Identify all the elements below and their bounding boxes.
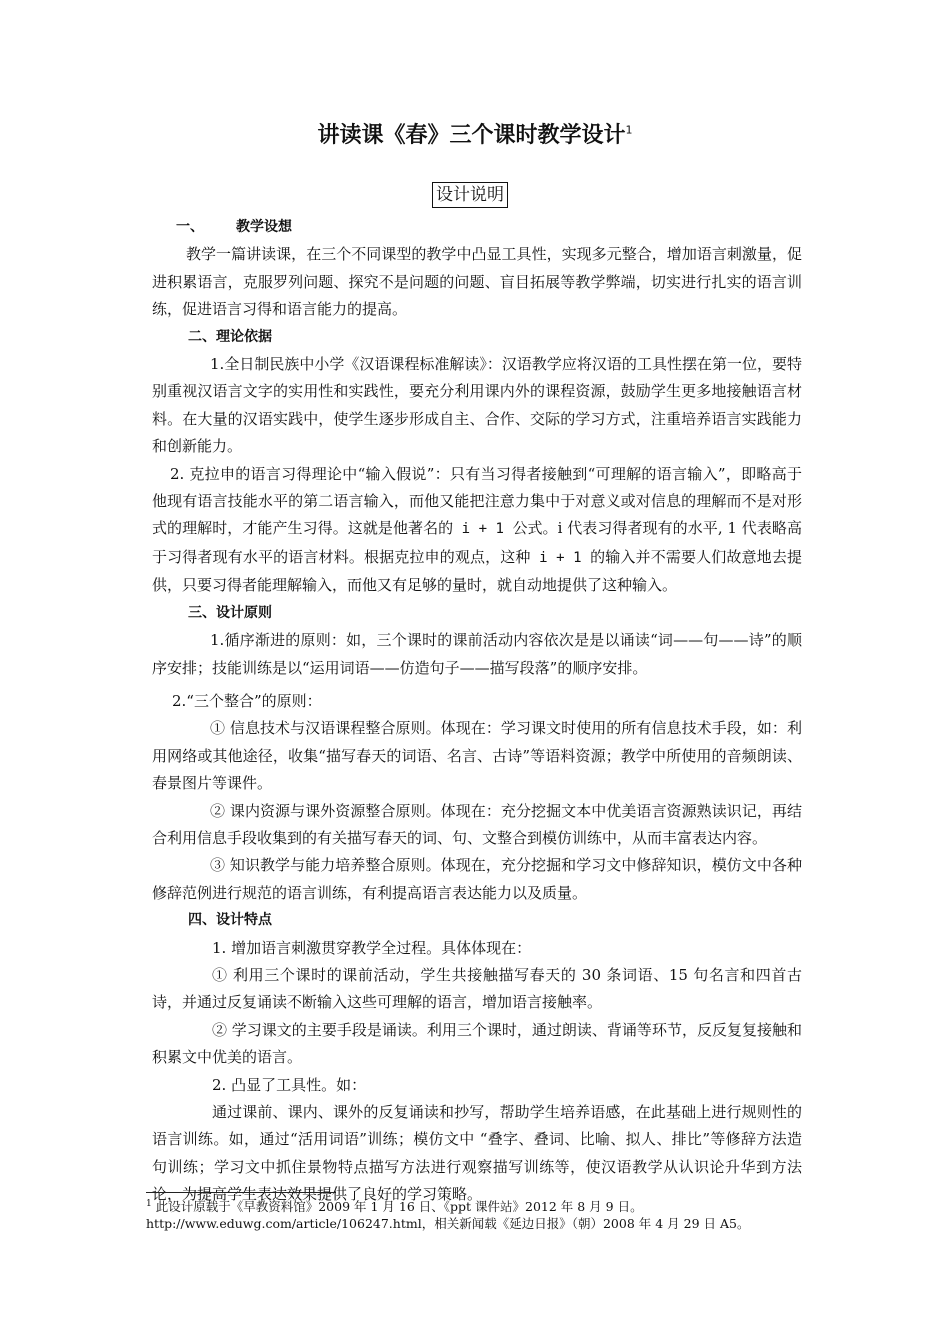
- formula-i-plus-1: i + 1: [453, 521, 513, 538]
- section3-paragraph-4: ② 课内资源与课外资源整合原则。体现在：充分挖掘文本中优美语言资源熟读识记，再结合利用信息手段收集到的有关描写春天的词、句、文整合到模仿训练中，从而丰富表达内容。: [152, 801, 802, 847]
- section2-p2-part-a: 2. 克拉申的语言习得理论中“输入假说”：只有当习得者接触到“可理解的语言输入”，即略高于他现有语言技能水平的第二语言输入，而他又能把注意力集中于对意义或对信息的理解而不是对形式的理解时，才能产生习得。这就是他著名的: [152, 464, 802, 538]
- section1-paragraph: 教学一篇讲读课，在三个不同课型的教学中凸显工具性，实现多元整合，增加语言刺激量，促进积累语言，克服罗列问题、探究不是问题的问题、盲目拓展等教学弊端，切实进行扎实的语言训练，促进语言习得和语言能力的提高。: [152, 245, 802, 319]
- section3-paragraph-5: ③ 知识教学与能力培养整合原则。体现在，充分挖掘和学习文中修辞知识，模仿文中各种修辞范例进行规范的语言训练，有利提高语言表达能力以及质量。: [152, 856, 802, 902]
- title-text: 讲读课《春》三个课时教学设计: [317, 123, 626, 148]
- section4-paragraph-4: 2. 凸显了工具性。如：: [212, 1075, 367, 1094]
- document-title: [0, 118, 950, 149]
- section2-paragraph-2: [152, 461, 802, 600]
- footnote: [146, 1196, 806, 1232]
- section1-title: 教学设想: [236, 219, 292, 235]
- footnote-mark: 1: [146, 1199, 152, 1209]
- formula-i-plus-1-second: i + 1: [530, 549, 591, 566]
- section3-paragraph-1: 1.循序渐进的原则：如，三个课时的课前活动内容依次是是以诵读“词——句——诗”的顺序安排；技能训练是以“运用词语——仿造句子——描写段落”的顺序安排。: [152, 631, 802, 677]
- section3-paragraph-3: ① 信息技术与汉语课程整合原则。体现在：学习课文时使用的所有信息技术手段，如：利用网络或其他途径，收集“描写春天的词语、名言、古诗”等语料资源；教学中所使用的音频朗读、春景图片等课件。: [152, 719, 802, 793]
- design-description-heading: 设计说明: [432, 182, 508, 208]
- section2-paragraph-1: 1.全日制民族中小学《汉语课程标准解读》：汉语教学应将汉语的工具性摆在第一位，要特别重视汉语言文字的实用性和实践性，要充分利用课内外的课程资源，鼓励学生更多地接触语言材料。在大量的汉语实践中，使学生逐步形成自主、合作、交际的学习方式，注重培养语言实践能力和创新能力。: [152, 355, 802, 456]
- section3-paragraph-2: 2.“三个整合”的原则：: [172, 691, 322, 710]
- section2-heading: 二、理论依据: [188, 328, 272, 345]
- footnote-separator: [146, 1192, 336, 1193]
- footnote-text: 此设计原载于《早教资料馆》2009 年 1 月 16 日、《ppt 课件站》2012 年 8 月 9 日。http://www.eduwg.com/article/106247.html，相关新闻载《延边日报》（朝）2008 年 4 月 29 日 A5。: [146, 1199, 750, 1232]
- section2-p2-part-b: 公式。i 代表习得者现有的水平, 1 代表略高于习得者现有水平的语言材料。根据克拉申的观点，这种: [152, 519, 802, 566]
- section1-number: 一、: [176, 219, 204, 235]
- section3-heading: 三、设计原则: [188, 604, 272, 621]
- document-body: [152, 214, 802, 1209]
- section4-heading: 四、设计特点: [188, 912, 272, 929]
- section1-heading: [152, 214, 802, 241]
- section4-paragraph-2: ① 利用三个课时的课前活动，学生共接触描写春天的 30 条词语、15 句名言和四首古诗，并通过反复诵读不断输入这些可理解的语言，增加语言接触率。: [152, 965, 802, 1012]
- title-footnote-mark: 1: [625, 123, 633, 137]
- section4-paragraph-1: 1. 增加语言刺激贯穿教学全过程。具体体现在：: [212, 938, 532, 957]
- section4-paragraph-3: ② 学习课文的主要手段是诵读。利用三个课时，通过朗读、背诵等环节，反反复复接触和积累文中优美的语言。: [152, 1020, 802, 1067]
- section4-paragraph-5: 通过课前、课内、课外的反复诵读和抄写，帮助学生培养语感，在此基础上进行规则性的语言训练。如，通过“活用词语”训练；模仿文中 “叠字、叠词、比喻、拟人、排比”等修辞方法造句训练；学习文中抓住景物特点描写方法进行观察描写训练等，使汉语教学从认识论升华到方法论，为提高学生表达效果提供了良好的学习策略。: [152, 1103, 802, 1204]
- section2-p2-part-c: 的输入并不需要人们故意地去提供，只要习得者能理解输入，而他又有足够的量时，就自动地提供了这种输入。: [152, 547, 802, 595]
